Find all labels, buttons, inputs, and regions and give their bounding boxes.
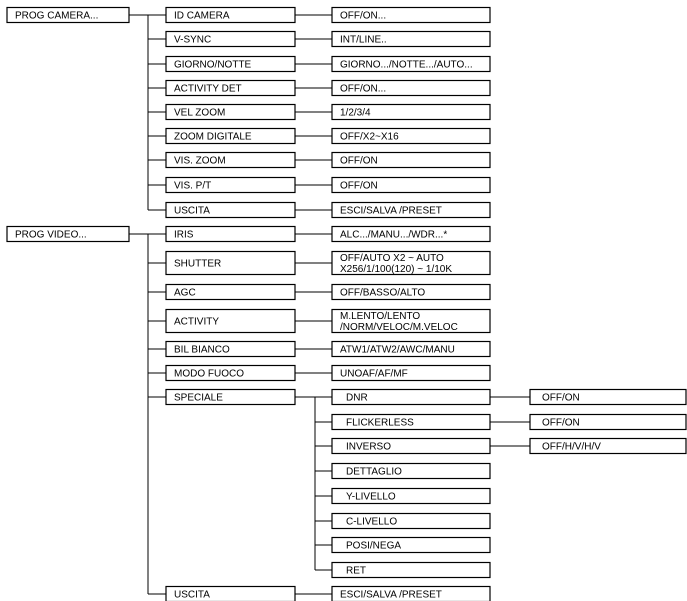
prog-camera-activity-det-value <box>332 81 490 96</box>
prog-camera-giorno-notte-node-label: GIORNO/NOTTE <box>174 59 252 71</box>
prog-camera-v-sync-node-label: V-SYNC <box>174 34 212 46</box>
prog-video-uscita-node-label: USCITA <box>174 589 210 601</box>
speciale-dettaglio-node <box>332 464 490 479</box>
prog-video-bil-bianco-value-label: ATW1/ATW2/AWC/MANU <box>340 344 455 356</box>
prog-video-agc-value-label: OFF/BASSO/ALTO <box>340 287 426 299</box>
prog-video-shutter-node <box>166 252 295 275</box>
prog-camera-vel-zoom-node <box>166 105 295 120</box>
prog-camera-v-sync-value-label: INT/LINE.. <box>340 34 387 46</box>
prog-camera-node <box>7 8 129 23</box>
prog-camera-vel-zoom-value-label: 1/2/3/4 <box>340 107 371 119</box>
prog-camera-zoom-digitale-node-label: ZOOM DIGITALE <box>174 131 252 143</box>
prog-camera-vis-zoom-node-label: VIS. ZOOM <box>174 155 226 167</box>
speciale-ret-node-label: RET <box>346 565 366 577</box>
prog-camera-zoom-digitale-node <box>166 129 295 144</box>
prog-video-agc-node <box>166 285 295 300</box>
connector-lines <box>129 15 530 594</box>
prog-video-modo-fuoco-value <box>332 366 490 381</box>
prog-video-agc-node-label: AGC <box>174 287 196 299</box>
prog-video-uscita-value-label: ESCI/SALVA /PRESET <box>340 589 442 601</box>
prog-camera-vis-p-t-value <box>332 178 490 193</box>
prog-camera-id-camera-node-label: ID CAMERA <box>174 10 230 22</box>
prog-video-modo-fuoco-node <box>166 366 295 381</box>
prog-camera-id-camera-value-label: OFF/ON... <box>340 10 387 22</box>
prog-camera-uscita-value-label: ESCI/SALVA /PRESET <box>340 205 442 217</box>
prog-camera-activity-det-node-label: ACTIVITY DET <box>174 83 242 95</box>
prog-video-modo-fuoco-node-label: MODO FUOCO <box>174 368 244 380</box>
speciale-flickerless-node <box>332 415 490 430</box>
prog-camera-id-camera-node <box>166 8 295 23</box>
speciale-inverso-node <box>332 439 490 454</box>
prog-camera-vel-zoom-value <box>332 105 490 120</box>
speciale-dnr-node-label: DNR <box>346 392 368 404</box>
prog-camera-v-sync-node <box>166 32 295 47</box>
prog-video-uscita-value <box>332 587 490 601</box>
prog-video-shutter-value-label: X256/1/100(120) ~ 1/10K <box>340 264 453 275</box>
prog-video-iris-value-label: ALC.../MANU.../WDR...* <box>340 229 448 241</box>
speciale-dettaglio-node-label: DETTAGLIO <box>346 466 402 478</box>
prog-camera-uscita-node <box>166 203 295 218</box>
prog-camera-giorno-notte-node <box>166 57 295 72</box>
prog-video-speciale-node-label: SPECIALE <box>174 392 223 404</box>
prog-video-activity-value-label: /NORM/VELOC/M.VELOC <box>340 322 458 333</box>
prog-camera-uscita-node-label: USCITA <box>174 205 210 217</box>
speciale-c-livello-node <box>332 514 490 529</box>
speciale-flickerless-value-label: OFF/ON <box>542 417 580 429</box>
speciale-dnr-node <box>332 390 490 405</box>
speciale-c-livello-node-label: C-LIVELLO <box>346 516 398 528</box>
prog-video-uscita-node <box>166 587 295 601</box>
speciale-posi-nega-node-label: POSI/NEGA <box>346 540 402 552</box>
prog-camera-v-sync-value <box>332 32 490 47</box>
prog-camera-vis-zoom-node <box>166 153 295 168</box>
prog-video-activity-value <box>332 310 490 334</box>
prog-camera-vis-p-t-value-label: OFF/ON <box>340 180 378 192</box>
speciale-flickerless-node-label: FLICKERLESS <box>346 417 414 429</box>
speciale-flickerless-value <box>530 415 686 430</box>
prog-video-bil-bianco-value <box>332 342 490 357</box>
prog-video-bil-bianco-node <box>166 342 295 357</box>
prog-video-activity-value-label: M.LENTO/LENTO <box>340 311 421 322</box>
speciale-inverso-value <box>530 439 686 454</box>
prog-video-activity-node <box>166 310 295 333</box>
speciale-y-livello-node-label: Y-LIVELLO <box>346 491 396 503</box>
speciale-y-livello-node <box>332 489 490 504</box>
prog-video-agc-value <box>332 285 490 300</box>
speciale-inverso-node-label: INVERSO <box>346 441 392 453</box>
menu-nodes <box>7 8 686 601</box>
prog-video-iris-node-label: IRIS <box>174 229 194 241</box>
prog-camera-vis-p-t-node-label: VIS. P/T <box>174 180 212 192</box>
prog-camera-vis-p-t-node <box>166 178 295 193</box>
prog-video-iris-value <box>332 227 490 242</box>
prog-video-bil-bianco-node-label: BIL BIANCO <box>174 344 230 356</box>
prog-camera-giorno-notte-value <box>332 57 490 72</box>
prog-video-speciale-node <box>166 390 295 405</box>
prog-camera-vel-zoom-node-label: VEL ZOOM <box>174 107 226 119</box>
speciale-dnr-value-label: OFF/ON <box>542 392 580 404</box>
prog-video-shutter-node-label: SHUTTER <box>174 258 222 270</box>
speciale-posi-nega-node <box>332 538 490 553</box>
prog-video-activity-node-label: ACTIVITY <box>174 316 220 328</box>
prog-video-node-label: PROG VIDEO... <box>15 229 87 241</box>
prog-video-shutter-value-label: OFF/AUTO X2 ~ AUTO <box>340 253 444 264</box>
prog-video-shutter-value <box>332 252 490 276</box>
prog-camera-activity-det-value-label: OFF/ON... <box>340 83 387 95</box>
prog-camera-vis-zoom-value <box>332 153 490 168</box>
prog-camera-zoom-digitale-value <box>332 129 490 144</box>
prog-video-node <box>7 227 129 242</box>
prog-camera-giorno-notte-value-label: GIORNO.../NOTTE.../AUTO... <box>340 59 473 71</box>
speciale-dnr-value <box>530 390 686 405</box>
prog-camera-zoom-digitale-value-label: OFF/X2~X16 <box>340 131 399 143</box>
prog-camera-activity-det-node <box>166 81 295 96</box>
prog-camera-node-label: PROG CAMERA... <box>15 10 99 22</box>
prog-video-modo-fuoco-value-label: UNOAF/AF/MF <box>340 368 408 380</box>
prog-camera-uscita-value <box>332 203 490 218</box>
prog-camera-id-camera-value <box>332 8 490 23</box>
speciale-inverso-value-label: OFF/H/V/H/V <box>542 441 601 453</box>
prog-camera-vis-zoom-value-label: OFF/ON <box>340 155 378 167</box>
speciale-ret-node <box>332 563 490 578</box>
prog-video-iris-node <box>166 227 295 242</box>
